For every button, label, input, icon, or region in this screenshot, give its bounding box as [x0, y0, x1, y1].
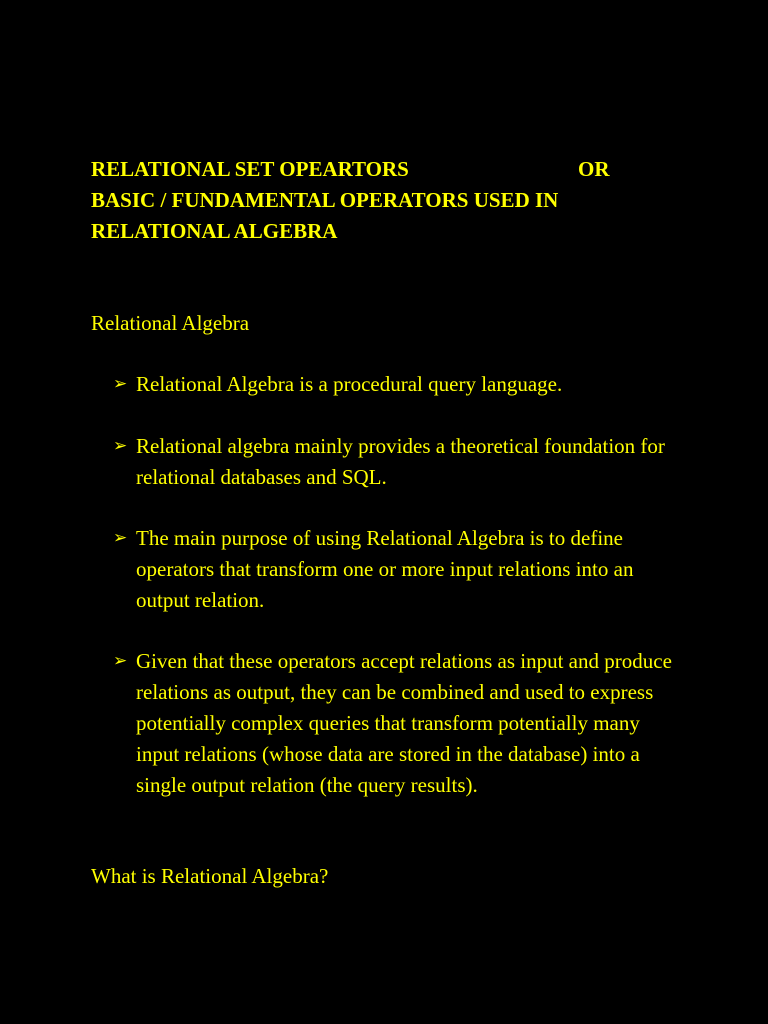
- bullet-item: [113, 431, 683, 493]
- heading-line-1: [91, 154, 631, 185]
- bullet-text: The main purpose of using Relational Algebra is to define operators that transform one or more input relations into an output relation.: [136, 526, 634, 612]
- bullet-item: [113, 646, 683, 801]
- section-title-relational-algebra: Relational Algebra: [91, 311, 250, 335]
- heading-line-1-or: OR: [578, 157, 610, 181]
- arrow-bullet-icon: ➢: [113, 436, 128, 456]
- bullet-text: Relational Algebra is a procedural query language.: [136, 372, 563, 396]
- arrow-bullet-icon: ➢: [113, 374, 128, 394]
- bullet-item: [113, 369, 683, 400]
- bullet-item: [113, 523, 683, 616]
- arrow-bullet-icon: ➢: [113, 651, 128, 671]
- bullet-text: Given that these operators accept relations as input and produce relations as output, they can be combined and used to express potentially complex queries that transform potentially many input relations (whose data are stored in the database) into a single output relation (the query results).: [136, 649, 672, 797]
- heading-line-1-left: RELATIONAL SET OPEARTORS: [91, 157, 409, 181]
- document-heading: [91, 154, 631, 247]
- heading-line-2: BASIC / FUNDAMENTAL OPERATORS USED IN: [91, 188, 559, 212]
- arrow-bullet-icon: ➢: [113, 528, 128, 548]
- heading-line-3: RELATIONAL ALGEBRA: [91, 219, 338, 243]
- section-title-what-is-relational-algebra: What is Relational Algebra?: [91, 864, 329, 888]
- bullet-text: Relational algebra mainly provides a theoretical foundation for relational databases and SQL.: [136, 434, 665, 489]
